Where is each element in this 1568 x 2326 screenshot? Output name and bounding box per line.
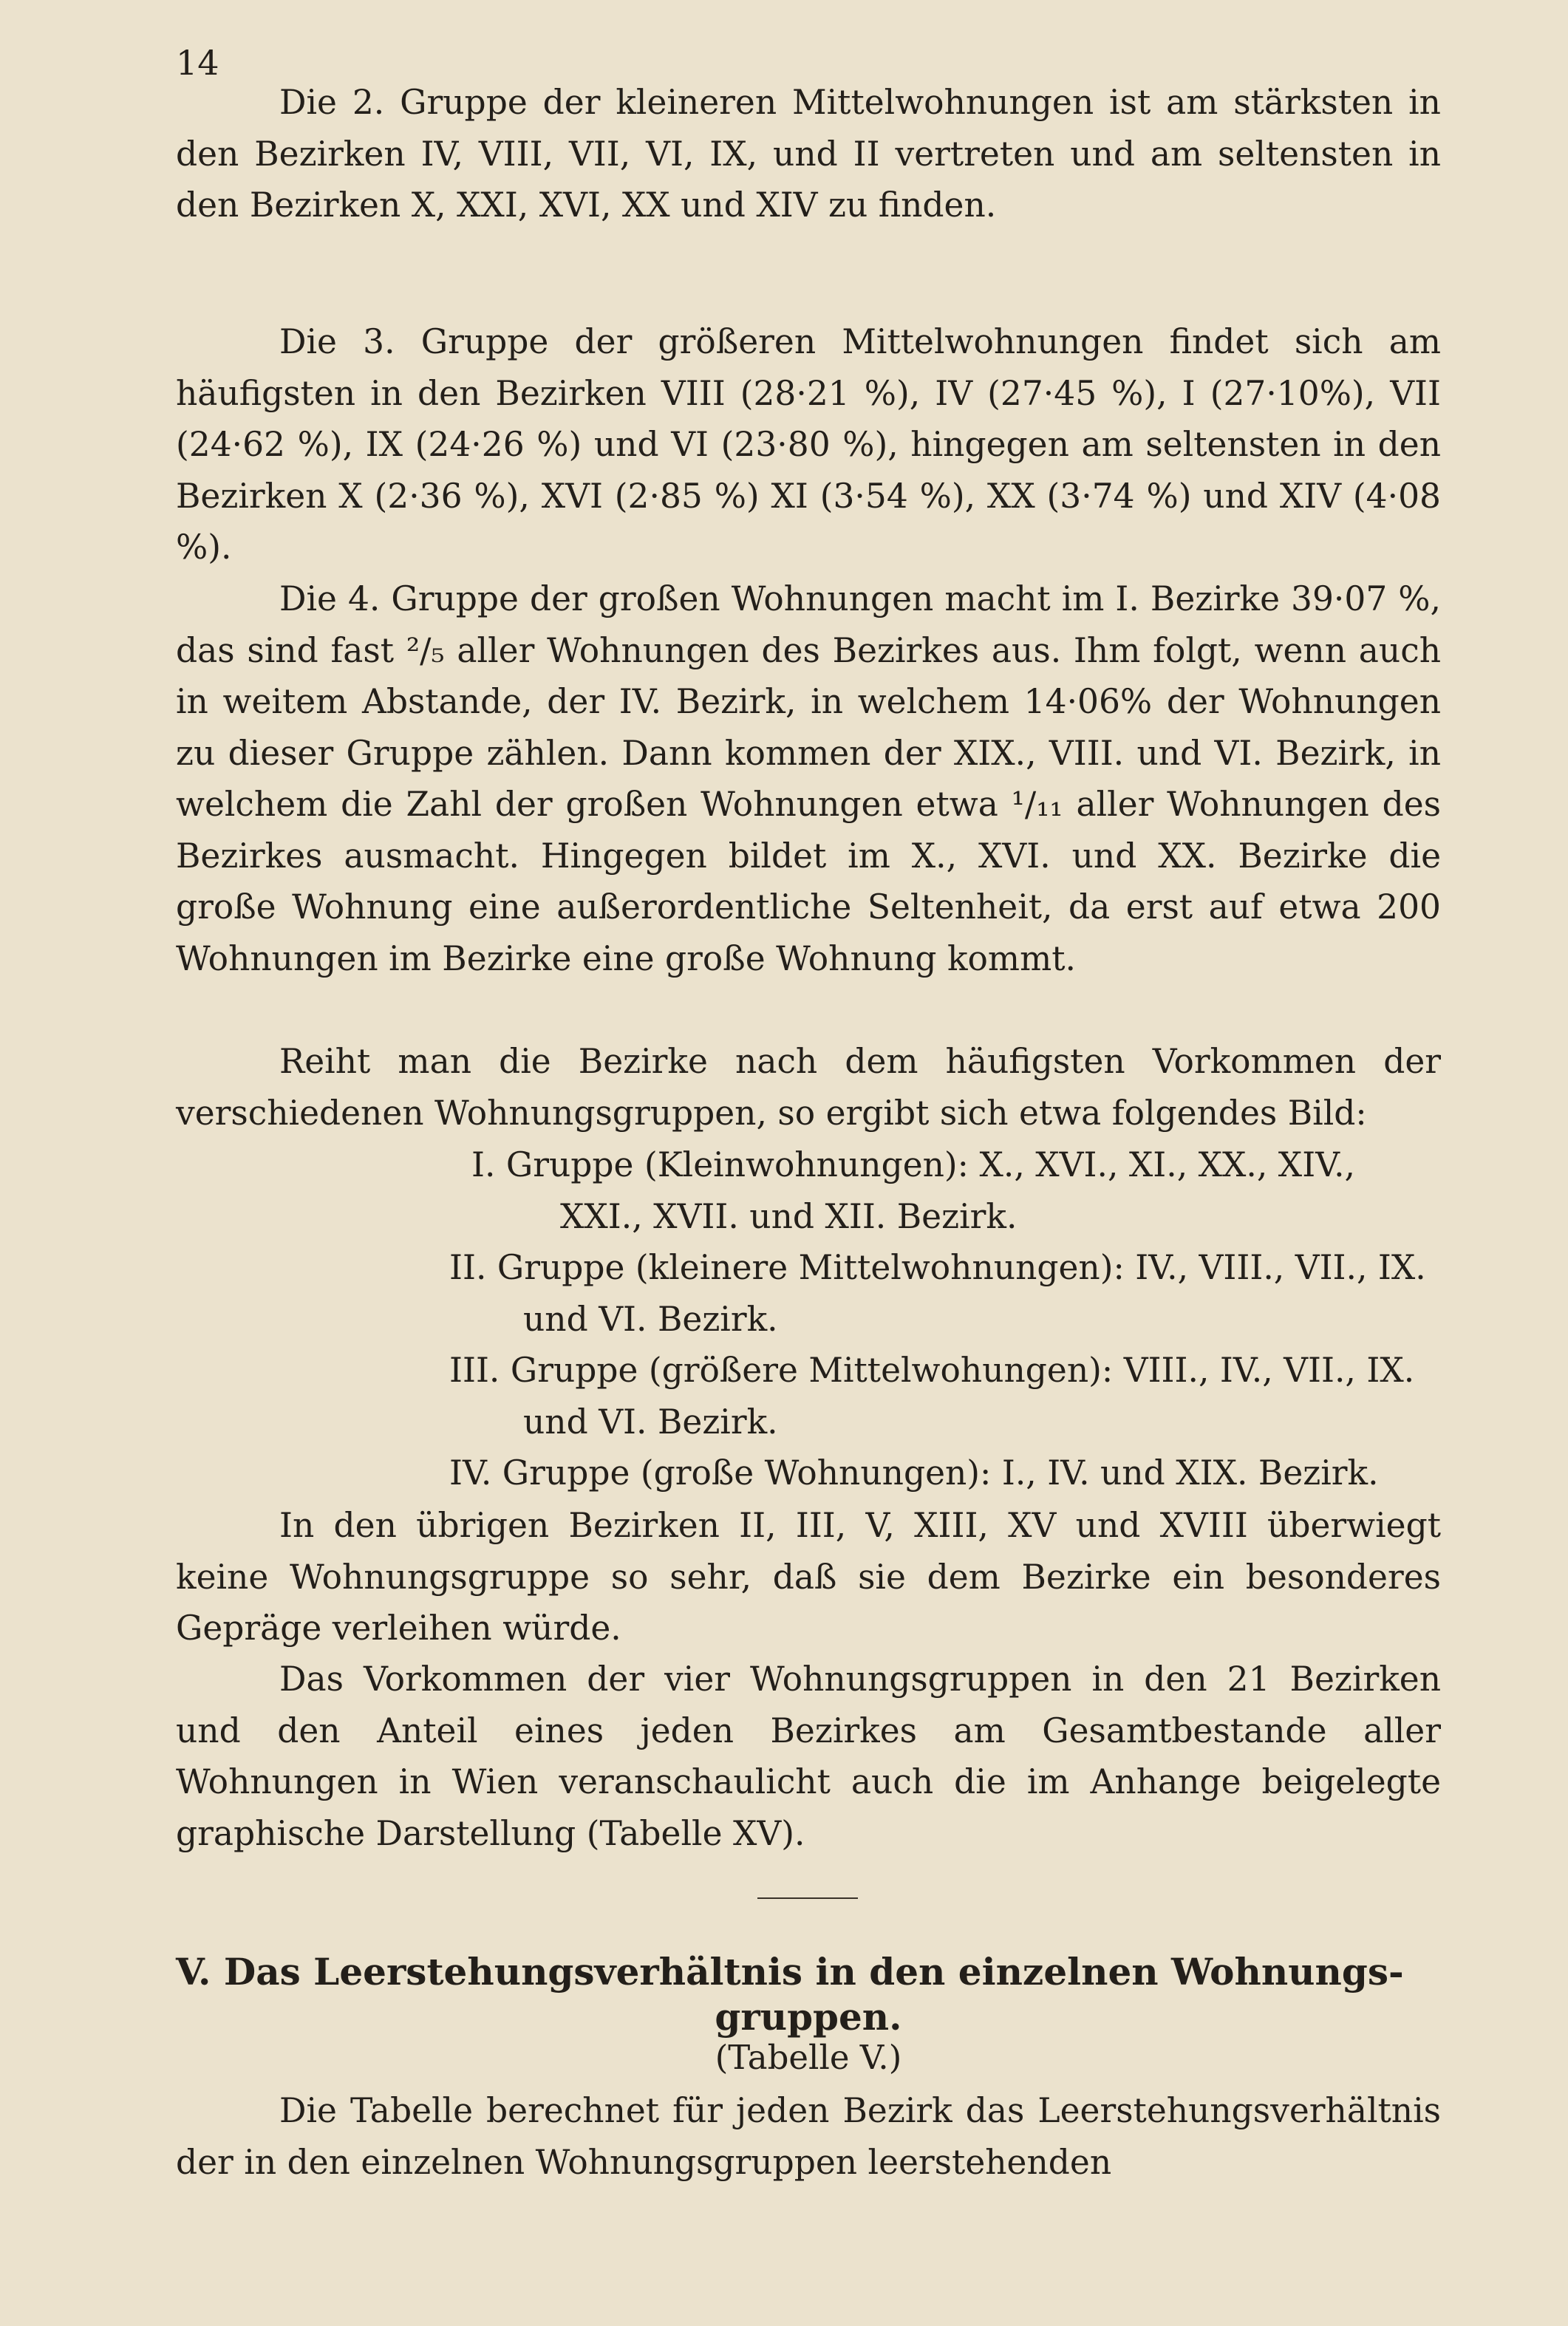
page-number: 14 — [176, 43, 219, 83]
section-heading-continued: gruppen. — [715, 1995, 902, 2039]
paragraph-ranking-intro: Reiht man die Bezirke nach dem häufigsten Vorkommen der verschiedenen Wohnungsgruppen, so ergibt sich etwa folgendes Bild: — [176, 1042, 1441, 1133]
paragraph-table-description: Die Tabelle berechnet für jeden Bezirk das Leerstehungsverhältnis der in den einzelnen Wohnungsgruppen leerstehenden — [176, 2091, 1441, 2182]
list-item-group-3: III. Gruppe (größere Mittelwohungen): VIII., IV., VII., IX. und VI. Bezirk. — [449, 1351, 1415, 1442]
paragraph-remaining-districts: In den übrigen Bezirken II, III, V, XIII, XV und XVIII überwiegt keine Wohnungsgruppe so sehr, daß sie dem Bezirke ein besonderes Gepräge verleihen würde. — [176, 1506, 1441, 1648]
section-divider — [757, 1897, 858, 1899]
section-heading: V. Das Leerstehungsverhältnis in den einzelnen Wohnungs- — [176, 1950, 1404, 1994]
paragraph-group-2: Die 2. Gruppe der kleineren Mittelwohnungen ist am stärksten in den Bezirken IV, VIII, VII, VI, IX, und II vertreten und am seltensten in den Bezirken X, XXI, XVI, XX und XIV zu finden. — [176, 83, 1441, 225]
paragraph-group-3: Die 3. Gruppe der größeren Mittelwohnungen findet sich am häufigsten in den Bezirken VIII (28·21 %), IV (27·45 %), I (27·10%), VII (24·62 %), IX (24·26 %) und VI (23·80 %), hingegen am seltensten in den Bezirken X (2·36 %), XVI (2·85 %) XI (3·54 %), XX (3·74 %) und XIV (4·08 %). — [176, 322, 1441, 567]
paragraph-graphic-reference: Das Vorkommen der vier Wohnungsgruppen in den 21 Bezirken und den Anteil eines jeden Bezirkes am Gesamtbestande aller Wohnungen in Wien veranschaulicht auch die im Anhange beigelegte graphische Darstellung (Tabelle XV). — [176, 1660, 1441, 1853]
group-ranking-list — [176, 1139, 1441, 1499]
list-item-group-1: I. Gruppe (Kleinwohnungen): X., XVI., XI., XX., XIV., XXI., XVII. und XII. Bezirk. — [471, 1145, 1355, 1236]
section-subheading: (Tabelle V.) — [715, 2038, 902, 2077]
paragraph-group-4: Die 4. Gruppe der großen Wohnungen macht im I. Bezirke 39·07 %, das sind fast ²/₅ aller Wohnungen des Bezirkes aus. Ihm folgt, wenn auch in weitem Abstande, der IV. Bezirk, in welchem 14·06% der Wohnungen zu dieser Gruppe zählen. Dann kommen der XIX., VIII. und VI. Bezirk, in welchem die Zahl der großen Wohnungen etwa ¹/₁₁ aller Wohnungen des Bezirkes ausmacht. Hingegen bildet im X., XVI. und XX. Bezirke die große Wohnung eine außerordentliche Seltenheit, da erst auf etwa 200 Wohnungen im Bezirke eine große Wohnung kommt. — [176, 579, 1441, 978]
list-item-group-2: II. Gruppe (kleinere Mittelwohnungen): IV., VIII., VII., IX. und VI. Bezirk. — [449, 1248, 1426, 1339]
list-item-group-4: IV. Gruppe (große Wohnungen): I., IV. und XIX. Bezirk. — [449, 1453, 1379, 1493]
